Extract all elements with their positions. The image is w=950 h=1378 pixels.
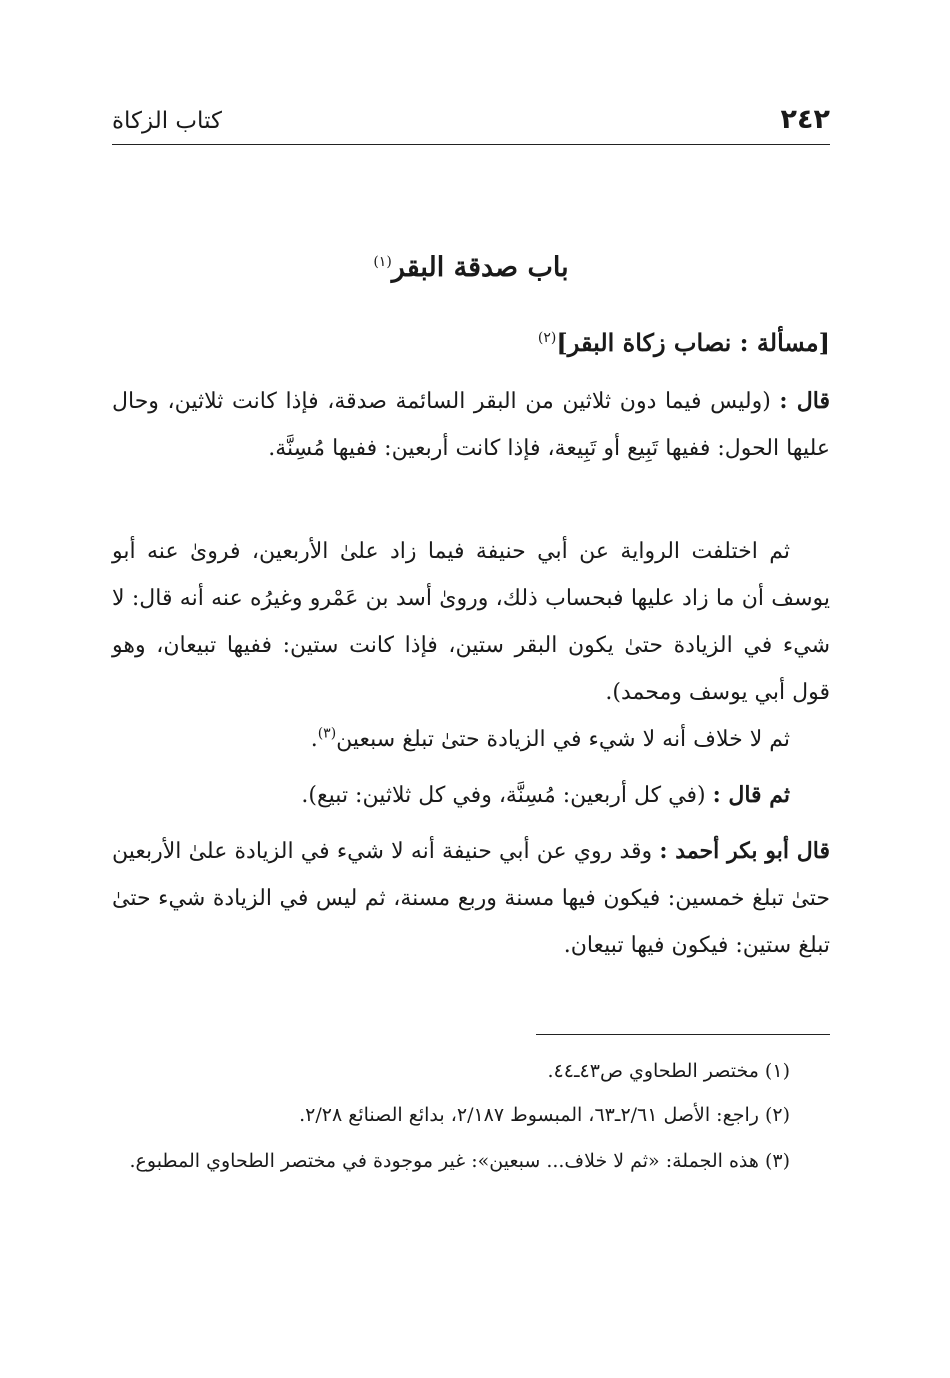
paragraph-5-lead: قال أبو بكر أحمد : [659,838,831,864]
footnote-1: (١) مختصر الطحاوي ص٤٣ـ٤٤. [547,1060,790,1082]
footnote-ref-1: (١) [373,254,392,270]
paragraph-1-text: (وليس فيما دون ثلاثين من البقر السائمة صدقة، فإذا كانت ثلاثين، وحال عليها الحول: ففيها تَبِيع أو تَبِيعة، فإذا كانت أربعين: ففيها مُسِنَّة. [112,389,830,461]
paragraph-4-lead: ثم قال : [712,782,790,808]
chapter-title [112,252,830,283]
paragraph-3-text: ثم لا خلاف أنه لا شيء في الزيادة حتىٰ تبلغ سبعين [336,727,790,752]
issue-heading-text: [مسألة : نصاب زكاة البقر] [556,328,830,357]
footnote-2: (٢) راجع: الأصل ٢/٦١ـ٦٣، المبسوط ٢/١٨٧، بدائع الصنائع ٢/٢٨. [299,1104,790,1126]
paragraph-2 [112,528,830,716]
paragraph-3-end: . [310,727,318,752]
paragraph-4 [112,772,830,819]
paragraph-4-text: (في كل أربعين: مُسِنَّة، وفي كل ثلاثين: تبيع). [301,783,713,808]
footnote-3: (٣) هذه الجملة: «ثم لا خلاف... سبعين»: غير موجودة في مختصر الطحاوي المطبوع. [129,1150,790,1172]
paragraph-3 [112,716,830,763]
chapter-title-text: باب صدقة البقر [391,252,569,283]
running-header [112,100,830,145]
issue-heading [538,328,830,357]
book-title: كتاب الزكاة [112,108,222,134]
footnote-ref-3: (٣) [317,725,337,742]
paragraph-1 [112,378,830,472]
paragraph-5-text: وقد روي عن أبي حنيفة أنه لا شيء في الزيادة علىٰ الأربعين حتىٰ تبلغ خمسين: فيكون فيها مسنة وربع مسنة، ثم ليس في الزيادة شيء حتىٰ تبلغ ستين: فيكون فيها تبيعان. [112,839,830,958]
paragraph-1-lead: قال : [779,388,830,414]
paragraph-5 [112,828,830,969]
paragraph-2-text: ثم اختلفت الرواية عن أبي حنيفة فيما زاد علىٰ الأربعين، فروىٰ عنه أبو يوسف أن ما زاد عليها فبحساب ذلك، وروىٰ أسد بن عَمْرو وغيرُه عنه أنه قال: لا شيء في الزيادة حتىٰ يكون البقر ستين، فإذا كانت ستين: ففيها تبيعان، وهو قول أبي يوسف ومحمد). [112,539,830,705]
footnote-ref-2: (٢) [537,330,557,346]
book-page [112,0,830,1378]
page-number: ٢٤٢ [780,104,830,135]
footnote-divider [536,1034,830,1035]
